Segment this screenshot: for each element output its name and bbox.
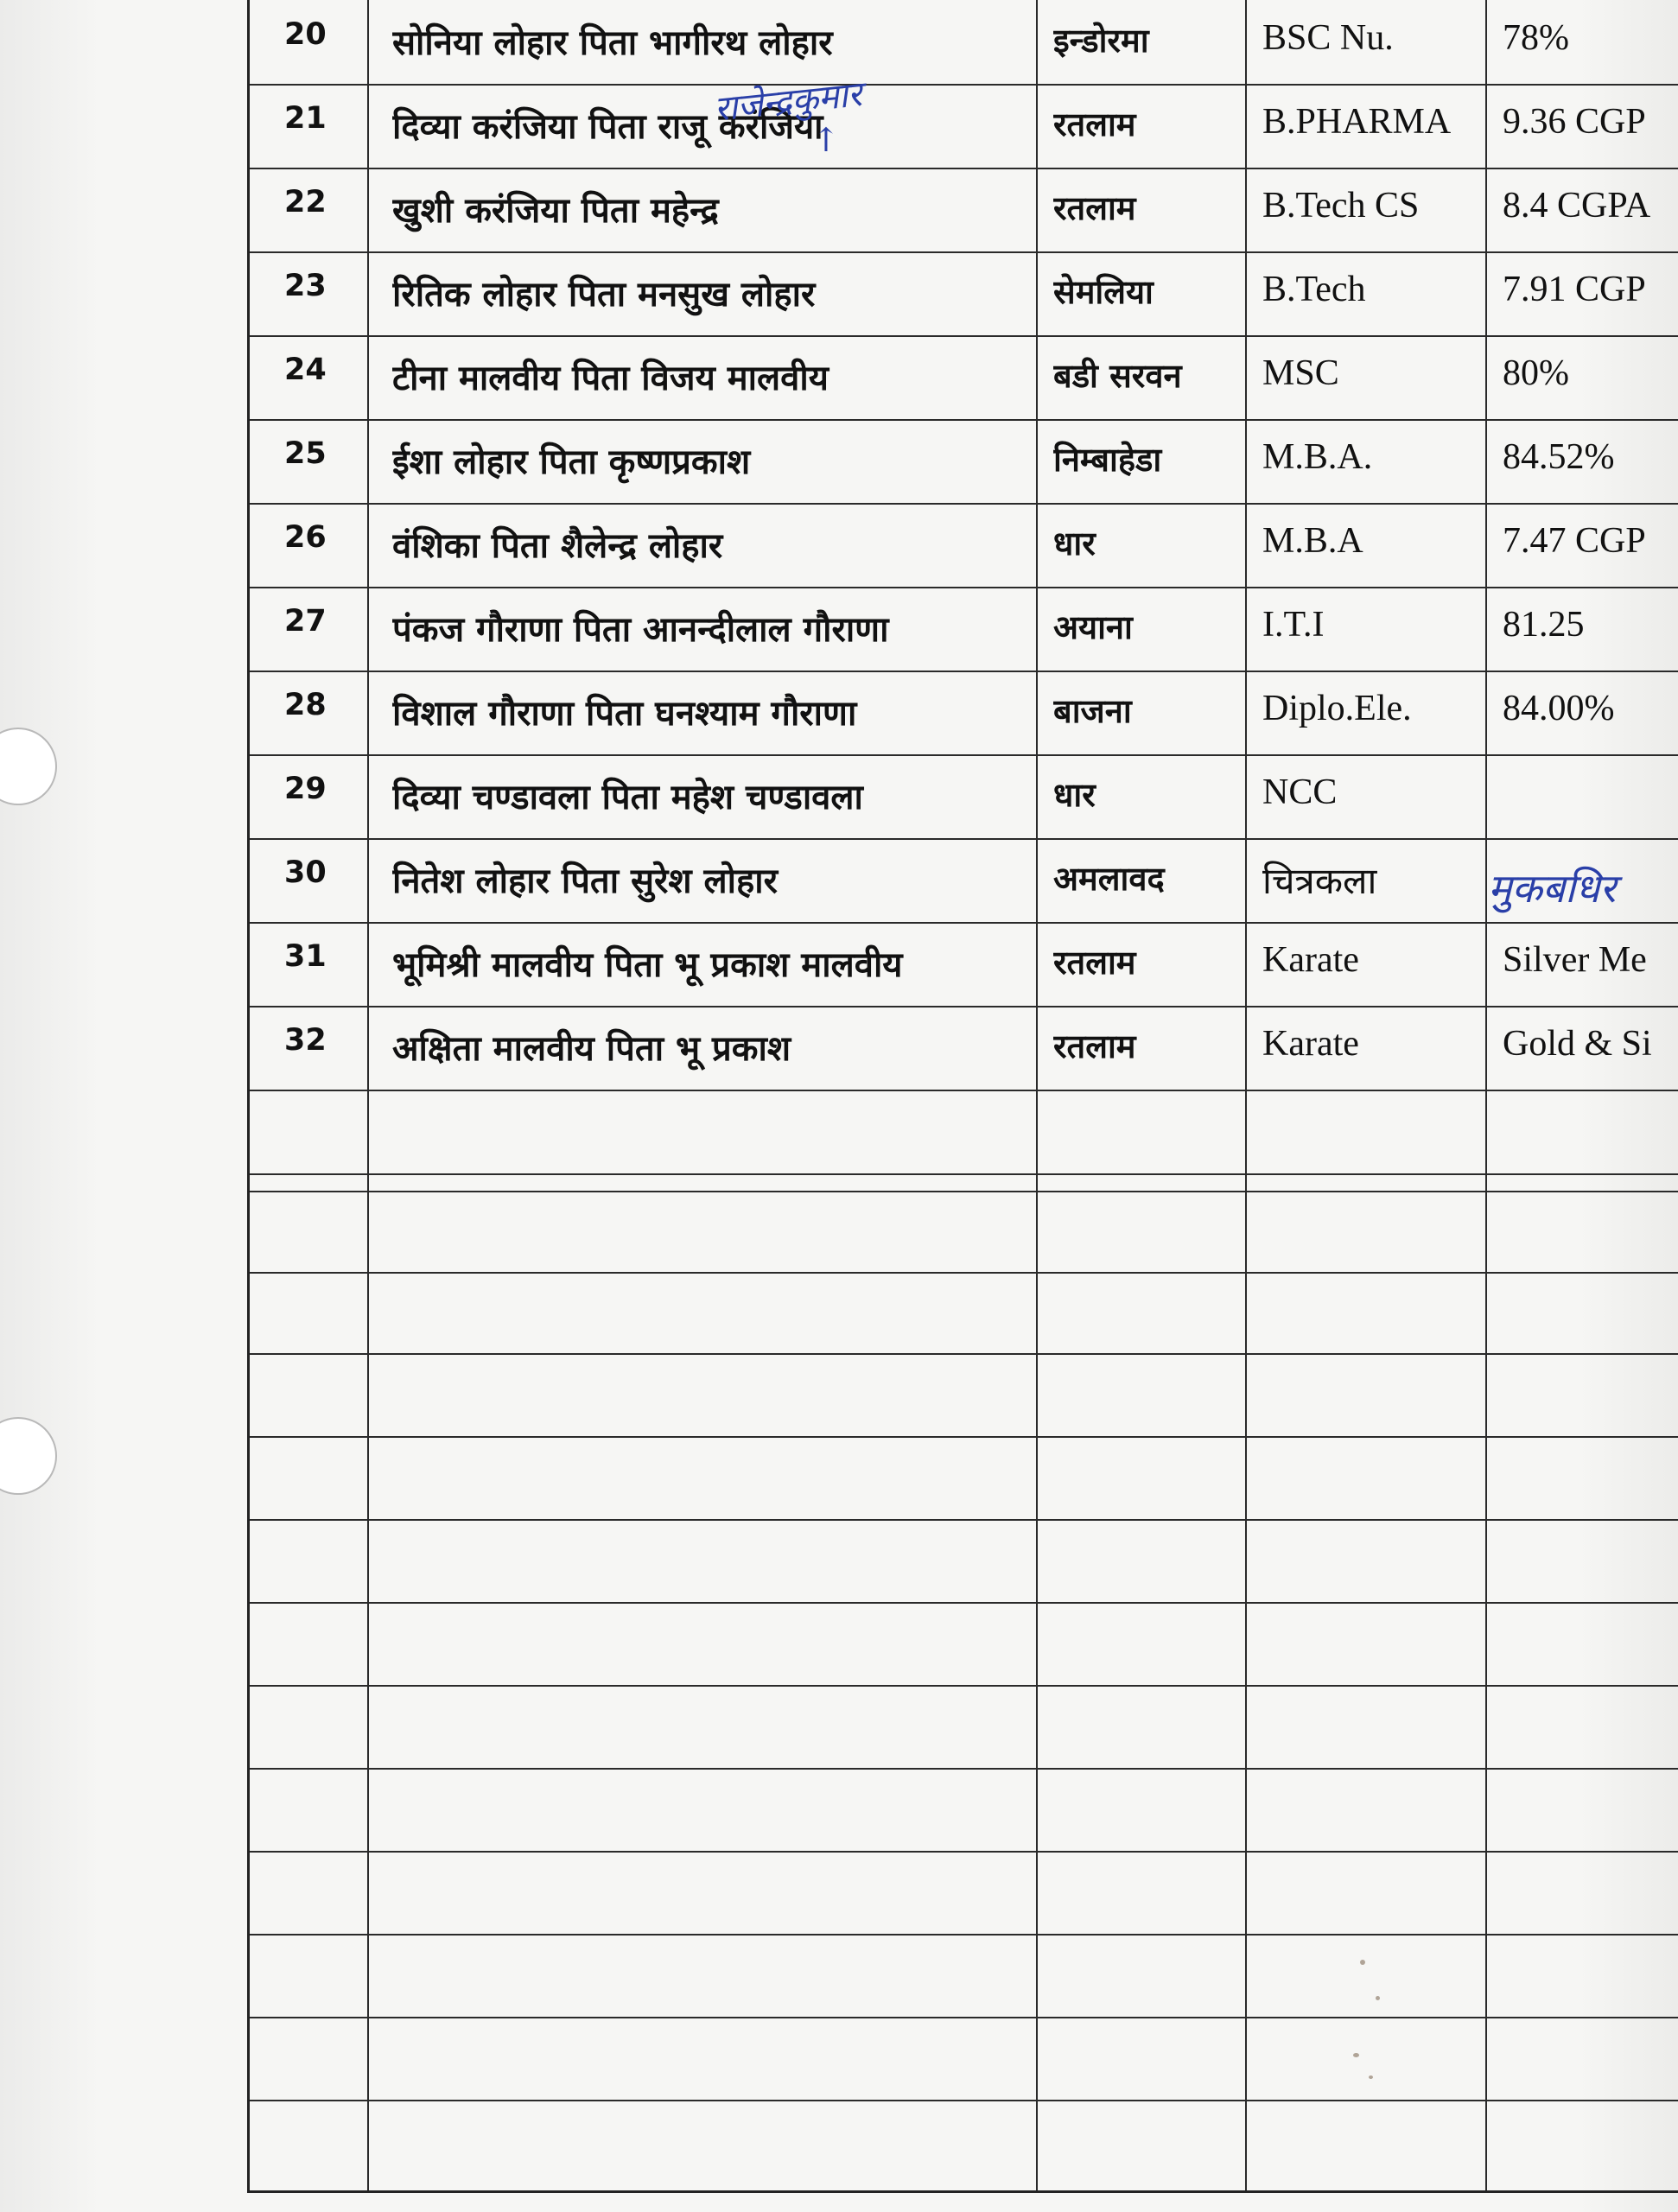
score-cell: Silver Me	[1503, 940, 1647, 980]
serial-number-cell: 21	[284, 101, 327, 136]
score-cell: Gold & Si	[1503, 1024, 1652, 1064]
place-cell: रतलाम	[1053, 1027, 1136, 1065]
serial-number-cell: 27	[284, 604, 327, 639]
score-cell: 7.91 CGP	[1503, 270, 1646, 309]
place-cell: इन्डोरमा	[1053, 22, 1149, 60]
serial-number-cell: 30	[284, 855, 327, 890]
paper-speck	[1353, 2053, 1359, 2057]
place-cell: निम्बाहेडा	[1053, 441, 1162, 479]
student-name-cell: नितेश लोहार पिता सुरेश लोहार	[392, 861, 778, 901]
row-divider	[250, 168, 1678, 169]
course-cell: B.Tech CS	[1262, 186, 1420, 226]
score-cell: 78%	[1503, 18, 1569, 58]
score-cell: 80%	[1503, 353, 1569, 393]
column-divider	[1036, 0, 1038, 2190]
row-divider	[250, 1191, 1678, 1192]
row-divider	[250, 335, 1678, 337]
place-cell: सेमलिया	[1053, 273, 1154, 311]
column-divider	[367, 0, 369, 2190]
row-divider	[250, 1934, 1678, 1936]
course-cell: B.PHARMA	[1262, 102, 1452, 142]
row-divider	[250, 1090, 1678, 1091]
row-divider	[250, 2100, 1678, 2101]
row-divider	[250, 84, 1678, 86]
row-divider	[250, 671, 1678, 672]
serial-number-cell: 22	[284, 185, 327, 219]
serial-number-cell: 23	[284, 269, 327, 303]
place-cell: अमलावद	[1053, 860, 1165, 898]
row-divider	[250, 1602, 1678, 1604]
paper-speck	[1376, 1996, 1380, 2000]
row-divider	[250, 1006, 1678, 1007]
row-divider	[250, 1173, 1678, 1175]
place-cell: बडी सरवन	[1053, 357, 1182, 395]
student-name-cell: दिव्या करंजिया पिता राजू करंजिया	[392, 107, 823, 147]
place-cell: बाजना	[1053, 692, 1132, 730]
handwritten-name-correction: राजेन्द्रकुमार	[712, 74, 864, 130]
course-cell: चित्रकला	[1262, 862, 1377, 902]
course-cell: Diplo.Ele.	[1262, 689, 1412, 728]
student-name-cell: सोनिया लोहार पिता भागीरथ लोहार	[392, 23, 833, 63]
course-cell: M.B.A.	[1262, 437, 1373, 477]
score-cell: 84.00%	[1503, 689, 1615, 728]
student-name-cell: पंकज गौराणा पिता आनन्दीलाल गौराणा	[392, 610, 889, 650]
score-cell: 9.36 CGP	[1503, 102, 1646, 142]
course-cell: B.Tech	[1262, 270, 1366, 309]
course-cell: BSC Nu.	[1262, 18, 1394, 58]
student-name-cell: वंशिका पिता शैलेन्द्र लोहार	[392, 526, 723, 566]
student-name-cell: टीना मालवीय पिता विजय मालवीय	[392, 359, 829, 398]
student-list-table	[247, 0, 1678, 2193]
score-cell: 81.25	[1503, 605, 1585, 645]
row-divider	[250, 1768, 1678, 1770]
course-cell: M.B.A	[1262, 521, 1363, 561]
column-divider	[1485, 0, 1487, 2190]
student-name-cell: खुशी करंजिया पिता महेन्द्र	[392, 191, 719, 231]
student-name-cell: दिव्या चण्डावला पिता महेश चण्डावला	[392, 778, 863, 817]
serial-number-cell: 31	[284, 939, 327, 974]
place-cell: रतलाम	[1053, 105, 1136, 143]
serial-number-cell: 28	[284, 688, 327, 722]
paper-speck	[1360, 1960, 1365, 1965]
row-divider	[250, 251, 1678, 253]
handwritten-result-note: मुकबधिर	[1488, 865, 1617, 912]
row-divider	[250, 419, 1678, 421]
score-cell: 8.4 CGPA	[1503, 186, 1651, 226]
row-divider	[250, 922, 1678, 924]
row-divider	[250, 1272, 1678, 1274]
serial-number-cell: 25	[284, 436, 327, 471]
handwritten-insert-caret-icon: ↑	[812, 121, 840, 159]
row-divider	[250, 503, 1678, 505]
course-cell: I.T.I	[1262, 605, 1325, 645]
place-cell: धार	[1053, 776, 1096, 814]
row-divider	[250, 1436, 1678, 1438]
serial-number-cell: 29	[284, 772, 327, 806]
course-cell: Karate	[1262, 940, 1359, 980]
paper-speck	[1369, 2075, 1373, 2079]
serial-number-cell: 20	[284, 17, 327, 52]
place-cell: रतलाम	[1053, 189, 1136, 227]
place-cell: अयाना	[1053, 608, 1133, 646]
row-divider	[250, 1519, 1678, 1521]
course-cell: Karate	[1262, 1024, 1359, 1064]
row-divider	[250, 754, 1678, 756]
score-cell: 7.47 CGP	[1503, 521, 1646, 561]
course-cell: NCC	[1262, 772, 1338, 812]
row-divider	[250, 587, 1678, 588]
score-cell: 84.52%	[1503, 437, 1615, 477]
serial-number-cell: 32	[284, 1023, 327, 1058]
student-name-cell: विशाल गौराणा पिता घनश्याम गौराणा	[392, 694, 857, 734]
row-divider	[250, 1353, 1678, 1355]
serial-number-cell: 24	[284, 353, 327, 387]
serial-number-cell: 26	[284, 520, 327, 555]
row-divider	[250, 2017, 1678, 2018]
student-name-cell: भूमिश्री मालवीय पिता भू प्रकाश मालवीय	[392, 945, 903, 985]
student-name-cell: ईशा लोहार पिता कृष्णप्रकाश	[392, 442, 751, 482]
place-cell: धार	[1053, 524, 1096, 563]
course-cell: MSC	[1262, 353, 1339, 393]
column-divider	[1245, 0, 1247, 2190]
row-divider	[250, 1851, 1678, 1853]
place-cell: रतलाम	[1053, 944, 1136, 982]
student-name-cell: अक्षिता मालवीय पिता भू प्रकाश	[392, 1029, 791, 1069]
row-divider	[250, 1685, 1678, 1687]
student-name-cell: रितिक लोहार पिता मनसुख लोहार	[392, 275, 816, 315]
row-divider	[250, 838, 1678, 840]
